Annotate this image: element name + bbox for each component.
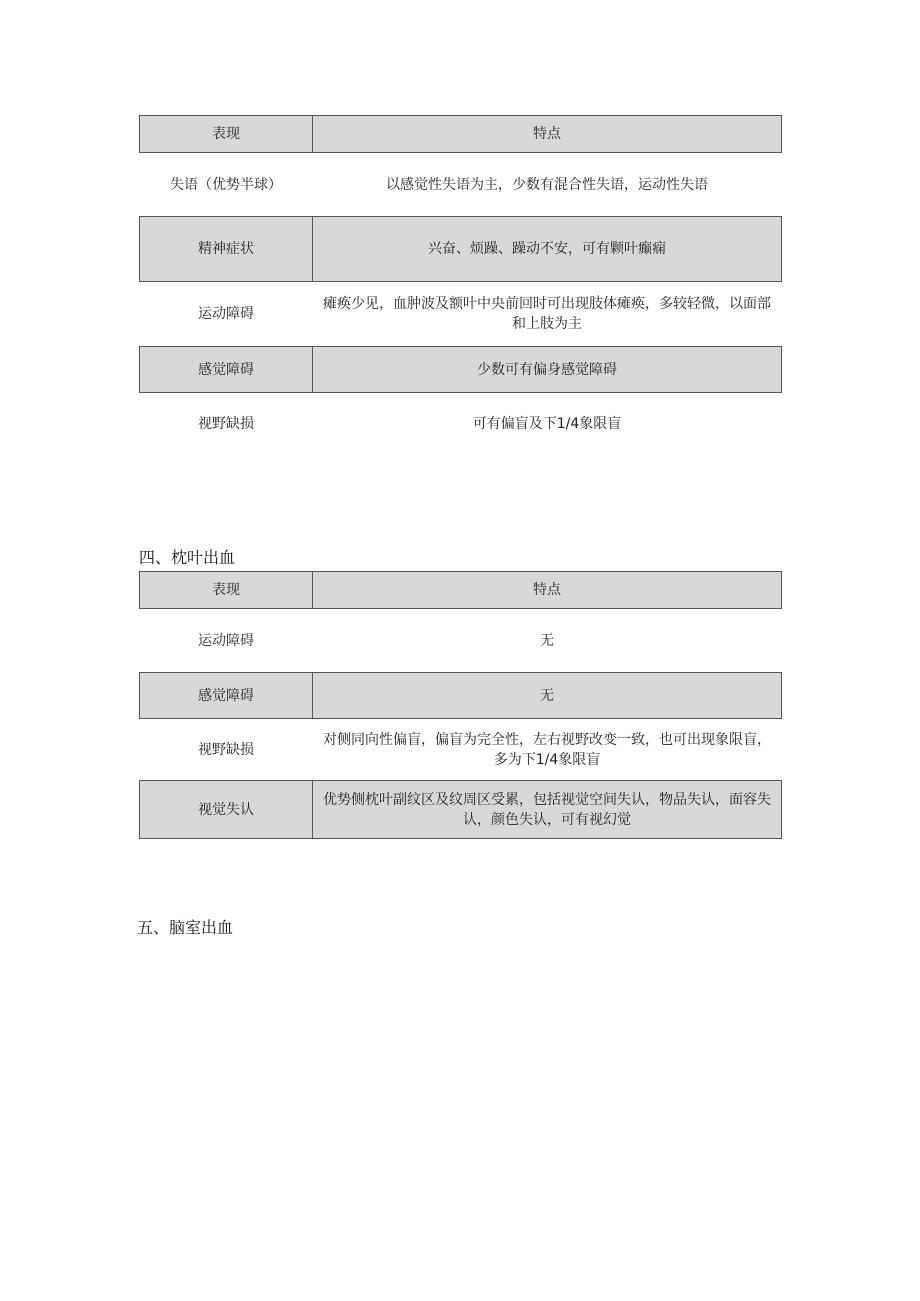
table-row — [140, 719, 782, 781]
row-label: 感觉障碍 — [140, 347, 313, 393]
header-cell-features: 特点 — [313, 572, 782, 609]
occipital-lobe-table — [139, 571, 782, 839]
row-label: 精神症状 — [140, 217, 313, 282]
row-text: 少数可有偏身感觉障碍 — [313, 347, 782, 393]
table-row — [140, 609, 782, 673]
row-text: 优势侧枕叶副纹区及纹周区受累，包括视觉空间失认，物品失认，面容失认，颜色失认，可有视幻觉 — [313, 781, 782, 839]
header-cell-manifestation: 表现 — [140, 116, 313, 153]
table-row — [140, 217, 782, 282]
row-text: 无 — [313, 673, 782, 719]
row-text: 瘫痪少见，血肿波及额叶中央前回时可出现肢体瘫痪，多较轻微，以面部和上肢为主 — [313, 282, 782, 347]
row-label: 视野缺损 — [140, 393, 313, 455]
table-row — [140, 393, 782, 455]
header-cell-manifestation: 表现 — [140, 572, 313, 609]
table-header-row — [140, 116, 782, 153]
row-text: 无 — [313, 609, 782, 673]
row-text: 可有偏盲及下1/4象限盲 — [313, 393, 782, 455]
table-row — [140, 781, 782, 839]
row-text: 对侧同向性偏盲，偏盲为完全性，左右视野改变一致，也可出现象限盲，多为下1/4象限盲 — [313, 719, 782, 781]
row-label: 视野缺损 — [140, 719, 313, 781]
row-label: 感觉障碍 — [140, 673, 313, 719]
row-label: 运动障碍 — [140, 282, 313, 347]
section-heading-ventricular: 五、脑室出血 — [137, 918, 234, 937]
table-row — [140, 153, 782, 217]
row-label: 失语（优势半球） — [140, 153, 313, 217]
row-label: 运动障碍 — [140, 609, 313, 673]
table-header-row — [140, 572, 782, 609]
temporal-lobe-table — [139, 115, 782, 455]
table-row — [140, 347, 782, 393]
row-label: 视觉失认 — [140, 781, 313, 839]
row-text: 兴奋、烦躁、躁动不安，可有颗叶癫痫 — [313, 217, 782, 282]
section-heading-occipital: 四、枕叶出血 — [139, 548, 236, 567]
row-text: 以感觉性失语为主，少数有混合性失语，运动性失语 — [313, 153, 782, 217]
table-row — [140, 673, 782, 719]
table-row — [140, 282, 782, 347]
header-cell-features: 特点 — [313, 116, 782, 153]
